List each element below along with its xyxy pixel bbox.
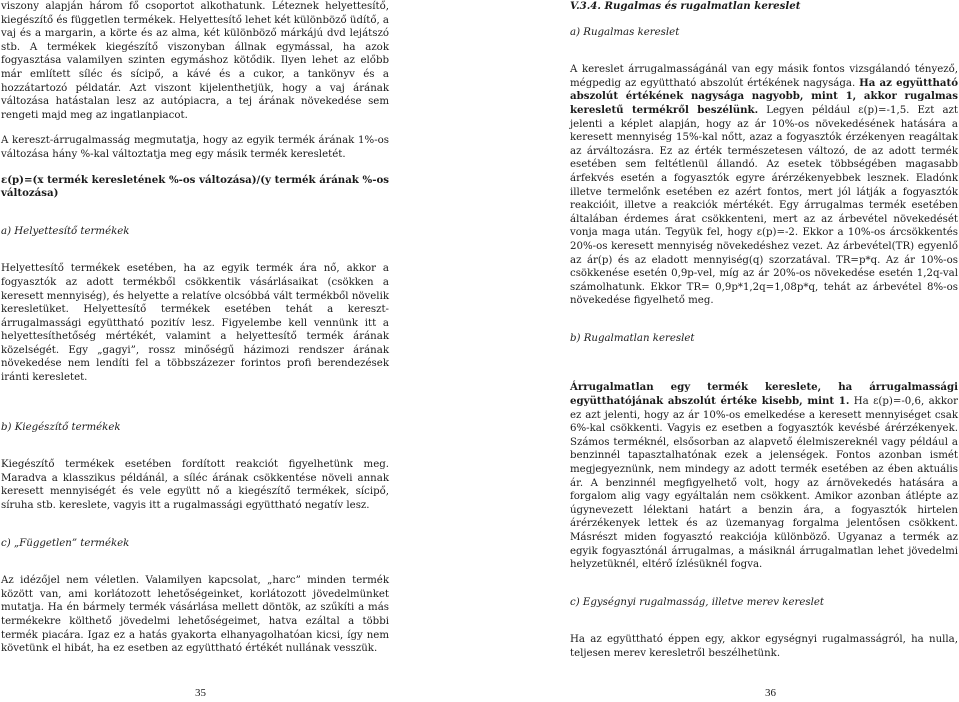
heading-complementary-goods: b) Kiegészítő termékek: [1, 421, 121, 433]
page-number-right: 36: [765, 687, 776, 699]
heading-elastic-demand: a) Rugalmas kereslet: [570, 26, 680, 38]
substitute-goods-paragraph: Helyettesítő termékek esetében, ha az egyik termék ára nő, akkor a fogyasztók az adott termékből csökkentik vásárlásaikat (csökken a keresett mennyiség), és helyette a relatíve olcsóbbá vált termékből növelik keresletüket. Helyettesítő termékek esetében tehát a kereszt-árrugalmassági együttható pozitív lesz. Figyelembe kell vennünk itt a helyettesíthetőség mértékét, valamint a helyettesítő termék árának közelségét. Egy „gagyi”, rossz minőségű házimozi rendszer árának növekedése nem lendíti fel a többszázezer forintos profi berendezések iránti keresletet.: [1, 263, 389, 384]
independent-goods-paragraph: Az idézőjel nem véletlen. Valamilyen kapcsolat, „harc” minden termék között van, ami korlátozott lehetőségeinket, korlátozott jövedelmünket mutatja. Ha én bármely termék vásárlása mellett döntök, az szűkíti a más termékekre költhető jövedelmi lehetőségeimet, hatva ezáltal a többi termék piacára. Igaz ez a hatás gyakorta elhanyagolhatóan kicsi, így nem követünk el hibát, ha ez esetben az együttható értékét nullának vesszük.: [1, 575, 389, 655]
heading-substitute-goods: a) Helyettesítő termékek: [1, 225, 130, 237]
inelastic-demand-paragraph: [570, 381, 958, 571]
cross-elasticity-definition: A kereszt-árrugalmasság megmutatja, hogy az egyik termék árának 1%-os változása hány %-kal változtatja meg egy másik termék keresletét.: [1, 135, 389, 160]
elastic-demand-definition: Ha az együttható abszolút értékének nagysága nagyobb, mint 1, akkor rugalmas keresletű termékről beszélünk.: [570, 76, 958, 116]
right-page-column: [570, 0, 958, 661]
heading-inelastic-demand: b) Rugalmatlan kereslet: [570, 332, 695, 344]
heading-unit-elasticity: c) Egységnyi rugalmasság, illetve merev kereslet: [570, 596, 824, 608]
inelastic-demand-text: Ha ε(p)=-0,6, akkor ez azt jelenti, hogy az ár 10%-os emelkedése a keresett mennyiséget csak 6%-kal csökkenti. Vagyis ez esetben a fogyasztók kevésbé árérzékenyek. Számos terméknél, elsősorban az alapvető élelmiszereknél vagy például a benzinnél tapasztalhatónak ezek a jelenségek. Fontos azonban ismét megjegyeznünk, nem mindegy az adott termék esetében az ében aktuális ár. A benzinnél megfigyelhető volt, hogy az árnövekedés hatására a forgalom alig vagy egyáltalán nem csökkent. Amikor azonban átlépte az úgynevezett lélektani határt a benzin ára, a fogyasztók hirtelen árérzékenyek lettek és az üzemanyag forgalma jelentősen csökkent. Másrészt miden fogyasztó reakciója különböző. Ugyanaz a termék az egyik fogyasztónál árrugalmas, a másiknál árrugalmatlan lehet jövedelmi helyzetüknél, eltérő ízlésüknél fogva.: [570, 396, 959, 571]
left-page-column: [1, 0, 389, 656]
elastic-demand-text-2: Legyen például ε(p)=-1,5. Ezt azt jelenti a képlet alapján, hogy az ár 10%-os növekedésének hatására a keresett mennyiség 15%-kal nőtt, azaz a fogyasztók érzékenyen reagáltak az árváltozásra. Ez az érték természetesen változó, de az adott termék esetében sem feltétlenül állandó. Az esetek többségében magasabb árfekvés esetén a fogyasztók egyre árérzékenyebbek lesznek. Eladónk illetve termelőnk esetében ez azért fontos, mert jól látják a fogyasztók reakcióit, illetve a reakciók mértékét. Egy árrugalmas termék esetében általában érdemes árat csökkenteni, mert az az árbevétel növekedését vonja maga után. Tegyük fel, hogy ε(p)=-2. Ekkor a 10%-os árcsökkentés 20%-os keresett mennyiség növekedéshez vezet. Az árbevétel(TR) egyenlő az ár(p) és az eladott mennyiség(q) szorzatával. TR=p*q. Az ár 10%-os csökkenése esetén 0,9p-vel, míg az ár 20%-os növekedése esetén 1,2q-val számolhatunk. Ekkor TR= 0,9p*1,2q=1,08p*q, tehát az árbevétel 8%-os növekedése figyelhető meg.: [570, 104, 958, 307]
cross-elasticity-formula: ε(p)=(x termék keresletének %-os változása)/(y termék árának %-os változása): [1, 173, 389, 200]
complementary-goods-paragraph: Kiegészítő termékek esetében fordított reakciót figyelhetünk meg. Maradva a klasszikus példánál, a síléc árának csökkentése növeli annak keresett mennyiségét és vele együtt nő a kiegészítő termékek, sícipő, síruha stb. kereslete, vagyis itt a rugalmassági együttható negatív lesz.: [1, 459, 389, 512]
elastic-demand-paragraph: [570, 63, 958, 308]
elastic-demand-text-1: A kereslet árrugalmasságánál van egy másik fontos vizsgálandó tényező, mégpedig az együttható abszolút értékének nagysága.: [570, 64, 958, 89]
unit-elasticity-paragraph: Ha az együttható éppen egy, akkor egységnyi rugalmasságról, ha nulla, teljesen merev keresletről beszélhetünk.: [570, 634, 958, 659]
inelastic-demand-definition: Árrugalmatlan egy termék kereslete, ha árrugalmassági együtthatójának abszolút értéke kisebb, mint 1.: [570, 381, 958, 408]
heading-independent-goods: c) „Független” termékek: [1, 537, 130, 549]
page-number-left: 35: [195, 687, 206, 699]
intro-paragraph: viszony alapján három fő csoportot alkothatunk. Léteznek helyettesítő, kiegészítő és független termékek. Helyettesítő lehet két különböző üdítő, a vaj és a margarin, a körte és az alma, két különböző márkájú dvd lejátszó stb. A termékek kiegészítő viszonyban állnak egymással, ha azok fogyasztása valamilyen szinten egymáshoz kötődik. Ilyen lehet az előbb már említett síléc és sícipő, a kávé és a cukor, a tankönyv és a hozzátartozó példatár. Azt viszont kijelenthetjük, hogy a vaj árának változása hatástalan lesz az autópiacra, a tej árának növekedése sem rengeti majd meg az ingatlanpiacot.: [1, 1, 390, 121]
section-title: V.3.4. Rugalmas és rugalmatlan kereslet: [570, 0, 801, 12]
